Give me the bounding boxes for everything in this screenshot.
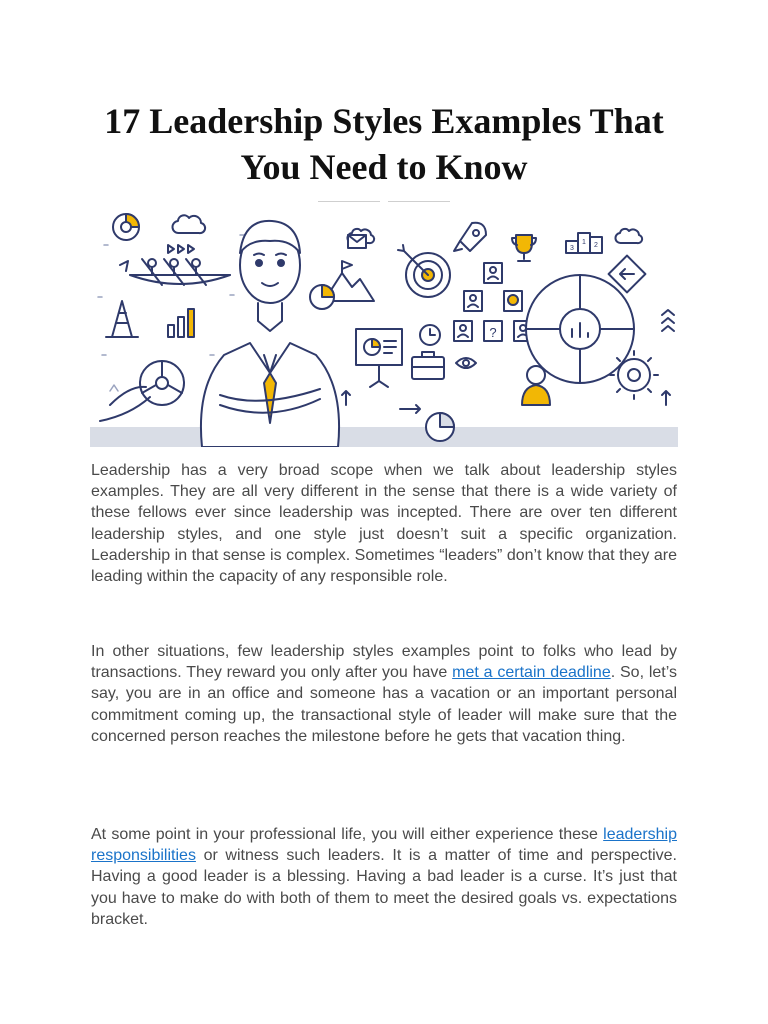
podium-label-1: 1 (582, 239, 586, 246)
briefcase-icon (412, 352, 444, 379)
title-divider-right (388, 201, 450, 202)
bar-chart-icon (168, 309, 194, 337)
paragraph-2 (91, 641, 677, 747)
pie-chart-icon (310, 285, 334, 309)
paragraph-2-text-end: . So, let’s say, you are in an office and someone has a vacation or an important personal commitment coming up, the transactional style of leader will make sure that the concerned person reaches the milestone before he gets that vacation thing. (91, 664, 678, 745)
paragraph-3-text-end: or witness such leaders. It is a matter of time and perspective. Having a good leader is a blessing. Having a bad leader is a curse. It’s just that you have to make do with both of them to meet the desired goals vs. expectations bracket. (91, 847, 677, 928)
leadership-illustration (90, 205, 678, 447)
article-title: 17 Leadership Styles Examples That You Need to Know (104, 101, 664, 187)
eye-icon (456, 358, 476, 368)
cloud-icon (172, 215, 205, 233)
title-divider-left (318, 201, 380, 202)
question-icon: ? (489, 325, 497, 340)
paragraph-1 (91, 460, 677, 587)
businessman-figure (201, 221, 339, 447)
trophy-icon (512, 235, 536, 261)
arrows-icon (342, 391, 670, 413)
met-deadline-link[interactable]: met a certain deadline (452, 664, 611, 682)
arrows-icon (662, 310, 674, 331)
presentation-board-icon (356, 329, 402, 387)
rocket-icon (454, 223, 486, 251)
steering-wheel-icon (100, 361, 184, 421)
pie-chart-icon (113, 214, 139, 240)
gear-icon (610, 351, 658, 399)
target-icon (398, 245, 450, 297)
paragraph-1-text: Leadership has a very broad scope when we talk about leadership styles examples. They are all very different in the sense that there is a wide variety of these fellows ever since leadership was incepted. There are over ten different leadership styles, and one style just doesn’t suit a specific organization. Leadership in that sense is complex. Sometimes “leaders” don’t know that they are leading within the capacity of any responsible role. (91, 462, 677, 586)
paragraph-3 (91, 824, 677, 930)
podium-label-2: 2 (594, 242, 598, 249)
cloud-icon (615, 229, 642, 243)
bar-chart-icon (526, 275, 634, 383)
rowing-team-icon (120, 259, 230, 285)
leadership-responsibilities-link[interactable]: leadership responsibilities (91, 826, 677, 865)
pie-chart-icon (426, 413, 454, 441)
paragraph-2-text-start: In other situations, few leadership styles examples point to folks who lead by transactions. They reward you only after you have (91, 643, 677, 682)
envelope-icon (348, 235, 366, 248)
traffic-cone-icon (106, 301, 138, 337)
podium-label-3: 3 (570, 245, 574, 252)
ground-band (90, 427, 678, 447)
clock-icon (420, 325, 440, 345)
paragraph-3-text-start: At some point in your professional life, you will either experience these (91, 826, 604, 843)
arrows-icon (168, 245, 194, 253)
